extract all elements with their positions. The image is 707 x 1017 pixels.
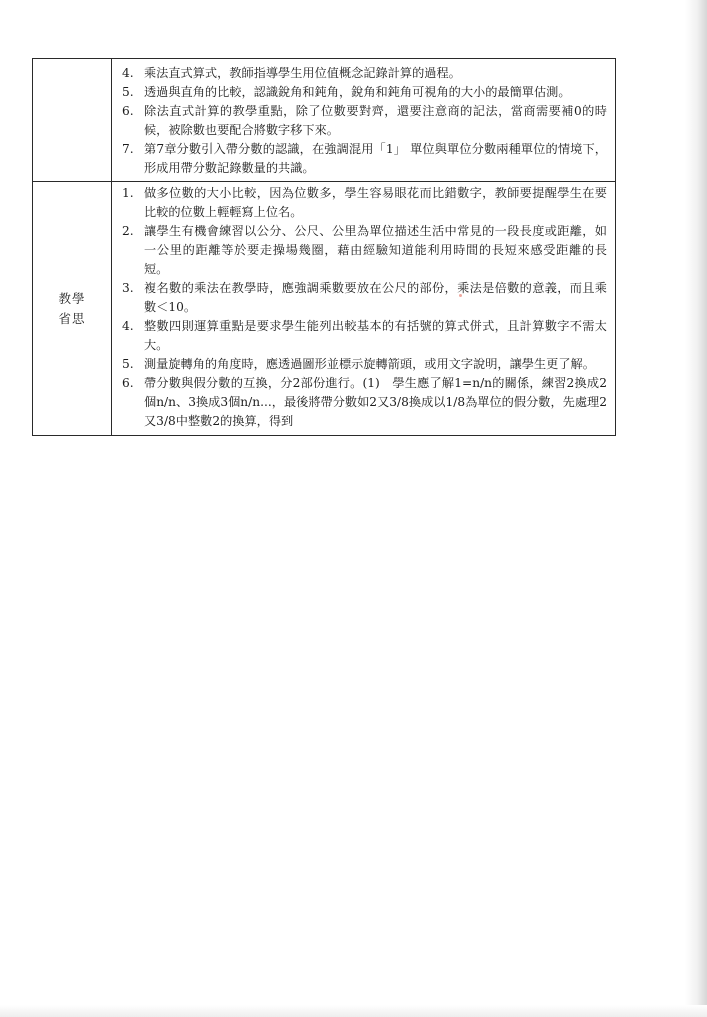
item-text: 乘法直式算式，教師指導學生用位值概念記錄計算的過程。 (144, 66, 461, 80)
item-number: 7. (122, 142, 134, 156)
row-label-line2: 省思 (58, 310, 86, 326)
item-number: 2. (122, 224, 134, 238)
item-number: 5. (122, 357, 134, 371)
list-item (120, 140, 607, 178)
item-text: 做多位數的大小比較，因為位數多，學生容易眼花而比錯數字，教師要提醒學生在要比較的位數上輕輕寫上位名。 (144, 186, 607, 219)
lesson-plan-table (32, 58, 616, 436)
item-text: 讓學生有機會練習以公分、公尺、公里為單位描述生活中常見的一段長度或距離，如一公里的距離等於要走操場幾圈，藉由經驗知道能利用時間的長短來感受距離的長短。 (144, 224, 607, 276)
content-cell (112, 59, 616, 182)
item-number: 4. (122, 66, 134, 80)
list-item (120, 184, 607, 222)
item-text: 測量旋轉角的角度時，應透過圖形並標示旋轉箭頭，或用文字說明，讓學生更了解。 (144, 357, 595, 371)
content-cell (112, 182, 616, 436)
item-number: 6. (122, 376, 134, 390)
list-item (120, 83, 607, 102)
row-label-cell-reflection (33, 182, 112, 436)
list-item (120, 317, 607, 355)
item-number: 6. (122, 104, 134, 118)
item-number: 5. (122, 85, 134, 99)
item-text: 整數四則運算重點是要求學生能列出較基本的有括號的算式併式，且計算數字不需太大。 (144, 319, 607, 352)
item-number: 3. (122, 281, 134, 295)
item-text: 除法直式計算的教學重點，除了位數要對齊，還要注意商的記法，當商需要補0的時候，被除數也要配合將數字移下來。 (144, 104, 607, 137)
item-number: 1. (122, 186, 134, 200)
list-item (120, 64, 607, 83)
row-label-line1: 教學 (58, 290, 86, 306)
list-item (120, 102, 607, 140)
scan-shadow-right (685, 0, 707, 1017)
numbered-list (112, 182, 615, 435)
item-text: 透過與直角的比較，認識銳角和鈍角，銳角和鈍角可視角的大小的最簡單估測。 (144, 85, 571, 99)
item-text: 帶分數與假分數的互換，分2部份進行。(1) 學生應了解1=n/n的關係，練習2換成2個n/n、3換成3個n/n...，最後將帶分數如2又3/8換成以1/8為單位的假分數，先處理2又3/8中整數2的換算，得到 (144, 376, 607, 428)
table-row-teaching-reflection (33, 182, 616, 436)
row-label-cell-empty (33, 59, 112, 182)
item-text: 第7章分數引入帶分數的認識，在強調混用「1」 單位與單位分數兩種單位的情境下，形成用帶分數記錄數量的共識。 (144, 142, 607, 175)
list-item (120, 222, 607, 279)
numbered-list (112, 59, 615, 181)
scan-shadow-bottom (0, 1005, 707, 1017)
list-item (120, 374, 607, 431)
list-item (120, 355, 607, 374)
list-item (120, 279, 607, 317)
table-row-teaching-notes (33, 59, 616, 182)
item-text: 複名數的乘法在教學時，應強調乘數要放在公尺的部份，乘法是倍數的意義，而且乘數＜10。 (144, 281, 607, 314)
item-number: 4. (122, 319, 134, 333)
